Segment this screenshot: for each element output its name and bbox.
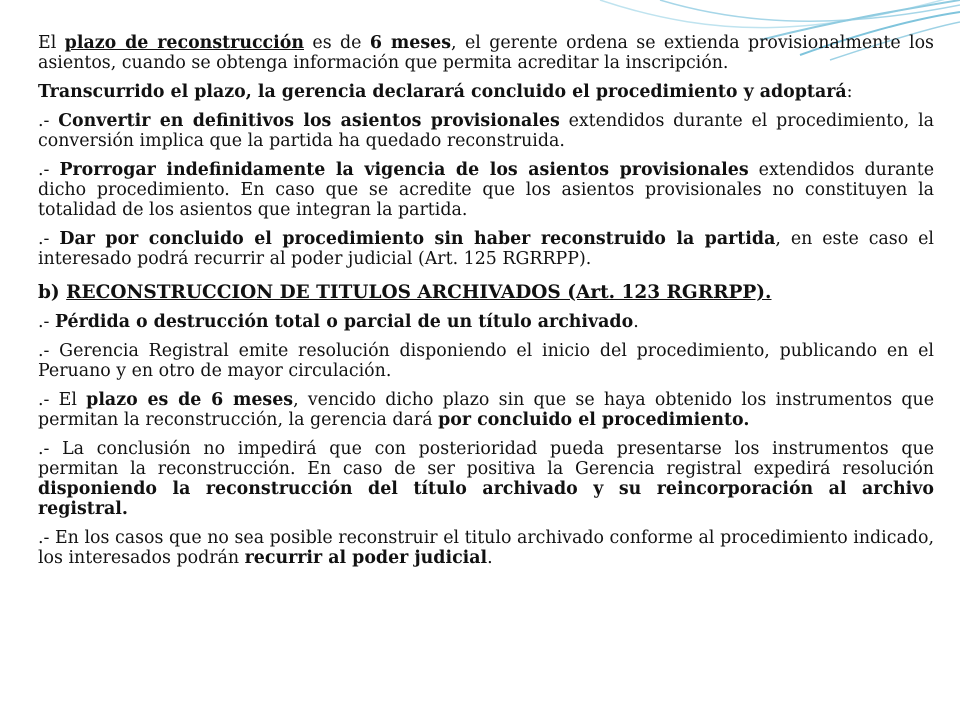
paragraph-transcurrido	[38, 82, 934, 102]
paragraph-convertir	[38, 111, 934, 151]
text: .-	[38, 229, 60, 249]
text: :	[846, 82, 853, 102]
text: , vencido dicho plazo sin que se haya obtenido los instrumentos que permitan la reconstrucción, la gerencia dará	[38, 390, 934, 430]
emphasis-transcurrido: Transcurrido el plazo, la gerencia declarará concluido el procedimiento y adoptará	[38, 82, 847, 102]
text: .	[633, 312, 639, 332]
text: El	[38, 33, 65, 53]
emphasis-disponiendo: disponiendo la reconstrucción del título archivado y su reincorporación al archivo registral.	[38, 479, 934, 519]
emphasis-dar-por-concluido: Dar por concluido el procedimiento sin haber reconstruido la partida	[59, 229, 776, 249]
emphasis-por-concluido: por concluido el procedimiento.	[438, 410, 750, 430]
emphasis-perdida: Pérdida o destrucción total o parcial de un título archivado	[54, 312, 634, 332]
paragraph-conclusion	[38, 439, 934, 519]
text: .	[487, 548, 493, 568]
wave-line-1	[600, 0, 960, 28]
emphasis-plazo-6-meses: plazo es de 6 meses	[86, 390, 294, 410]
paragraph-perdida	[38, 312, 934, 332]
slide-content	[38, 33, 934, 577]
text: .- En los casos que no sea posible reconstruir el titulo archivado conforme al procedimiento indicado, los interesados podrán	[38, 528, 934, 568]
heading-prefix: b)	[38, 282, 67, 303]
wave-line-2	[660, 0, 960, 21]
paragraph-dar-por-concluido	[38, 229, 934, 269]
text: .-	[38, 111, 59, 131]
text: extendidos durante el procedimiento, la conversión implica que la partida ha quedado reconstruida.	[38, 111, 934, 151]
paragraph-plazo-6-meses	[38, 390, 934, 430]
text: es de	[304, 33, 370, 53]
section-heading	[38, 283, 934, 303]
paragraph-gerencia-registral	[38, 341, 934, 381]
paragraph-plazo	[38, 33, 934, 73]
emphasis-plazo-reconstruccion: plazo de reconstrucción	[64, 33, 304, 53]
emphasis-6-meses: 6 meses	[369, 33, 452, 53]
text: extendidos durante dicho procedimiento. En caso que se acredite que los asientos provisionales no constituyen la totalidad de los asientos que integran la partida.	[38, 160, 934, 220]
text: .-	[38, 312, 55, 332]
text: .- Gerencia Registral emite resolución disponiendo el inicio del procedimiento, publicando en el Peruano y en otro de mayor circulación.	[38, 341, 934, 381]
emphasis-convertir: Convertir en definitivos los asientos provisionales	[58, 111, 560, 131]
text: , el gerente ordena se extienda provisionalmente los asientos, cuando se obtenga información que permita acreditar la inscripción.	[38, 33, 934, 73]
text: , en este caso el interesado podrá recurrir al poder judicial (Art. 125 RGRRPP).	[38, 229, 934, 269]
emphasis-prorrogar: Prorrogar indefinidamente la vigencia de los asientos provisionales	[59, 160, 749, 180]
heading-title: RECONSTRUCCION DE TITULOS ARCHIVADOS (Art. 123 RGRRPP).	[66, 282, 772, 303]
text: .-	[38, 160, 60, 180]
paragraph-prorrogar	[38, 160, 934, 220]
text: .- La conclusión no impedirá que con posterioridad pueda presentarse los instrumentos que permitan la reconstrucción. En caso de ser positiva la Gerencia registral expedirá resolución	[38, 439, 934, 479]
emphasis-recurrir: recurrir al poder judicial	[244, 548, 488, 568]
text: .- El	[38, 390, 87, 410]
paragraph-casos	[38, 528, 934, 568]
